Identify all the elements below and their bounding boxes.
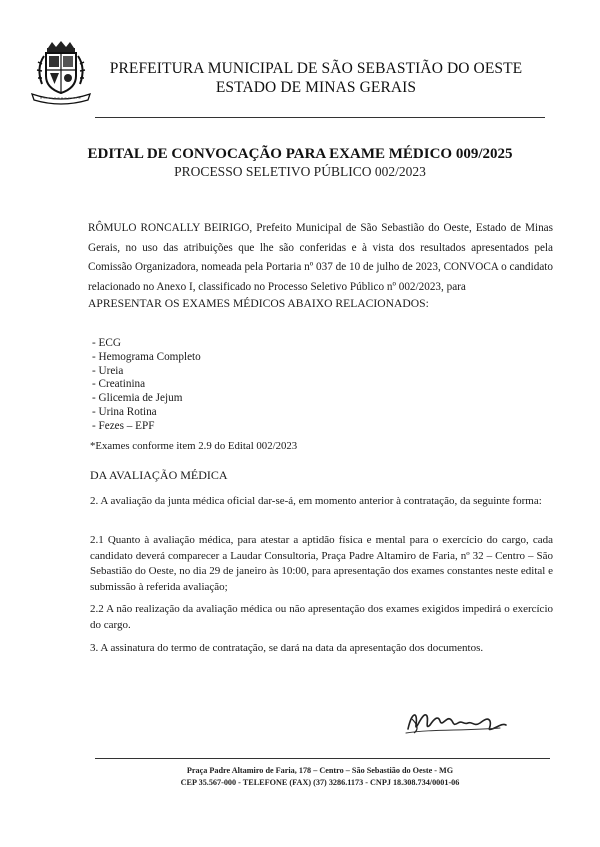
- exam-item: - Urina Rotina: [92, 405, 157, 418]
- exam-item: - Glicemia de Jejum: [92, 392, 183, 405]
- intro-last-line: APRESENTAR OS EXAMES MÉDICOS ABAIXO RELACIONADOS:: [88, 297, 429, 310]
- intro-paragraph: RÔMULO RONCALLY BEIRIGO, Prefeito Municipal de São Sebastião do Oeste, Estado de Minas Gerais, no uso das atribuições que lhe são conferidas e à vista dos resultados apresentados pela Comissão Organizadora, nomeada pela Portaria nº 037 de 10 de julho de 2023, CONVOCA o candidato relacionado no Anexo I, classificado no Processo Seletivo Público nº 002/2023, para: [88, 222, 553, 293]
- paragraph-3: 3. A assinatura do termo de contratação, se dará na data da apresentação dos documentos.: [90, 642, 484, 654]
- footer-contact: CEP 35.567-000 - TELEFONE (FAX) (37) 3286.1173 - CNPJ 18.308.734/0001-06: [180, 778, 460, 787]
- exam-item: - ECG: [92, 337, 121, 349]
- exam-item: - Fezes – EPF: [92, 419, 155, 432]
- header-divider: [95, 117, 545, 118]
- paragraph-2-1: 2.1 Quanto à avaliação médica, para atestar a aptidão física e mental para o exercício do cargo, cada candidato deverá comparecer a Laudar Consultoria, Praça Padre Altamiro de Faria, nº 32 – Centro – São Sebastião do Oeste, no dia 29 de janeiro às 10:00, para apresentação dos exames constantes neste edital e submissão à referida avaliação;: [90, 534, 553, 593]
- section-heading: DA AVALIAÇÃO MÉDICA: [90, 468, 228, 482]
- document-title: EDITAL DE CONVOCAÇÃO PARA EXAME MÉDICO 009/2025: [87, 146, 513, 162]
- paragraph-2: 2. A avaliação da junta médica oficial dar-se-á, em momento anterior à contratação, da seguinte forma:: [90, 495, 542, 507]
- header-state: ESTADO DE MINAS GERAIS: [215, 79, 417, 96]
- exam-list: [92, 337, 201, 434]
- signature-icon: [402, 703, 512, 739]
- document-subtitle: PROCESSO SELETIVO PÚBLICO 002/2023: [174, 164, 426, 179]
- paragraph-2-2: 2.2 A não realização da avaliação médica ou não apresentação dos exames exigidos impedirá o exercício do cargo.: [90, 603, 553, 631]
- footer-address: Praça Padre Altamiro de Faria, 178 – Centro – São Sebastião do Oeste - MG: [186, 766, 454, 775]
- coat-of-arms-icon: [30, 40, 92, 106]
- header-municipality: PREFEITURA MUNICIPAL DE SÃO SEBASTIÃO DO OESTE: [109, 60, 523, 77]
- exam-note: *Exames conforme item 2.9 do Edital 002/2023: [90, 440, 298, 452]
- exam-item: - Hemograma Completo: [92, 350, 201, 363]
- exam-item: - Creatinina: [92, 378, 146, 391]
- exam-item: - Ureia: [92, 364, 124, 377]
- footer-divider: [95, 758, 550, 759]
